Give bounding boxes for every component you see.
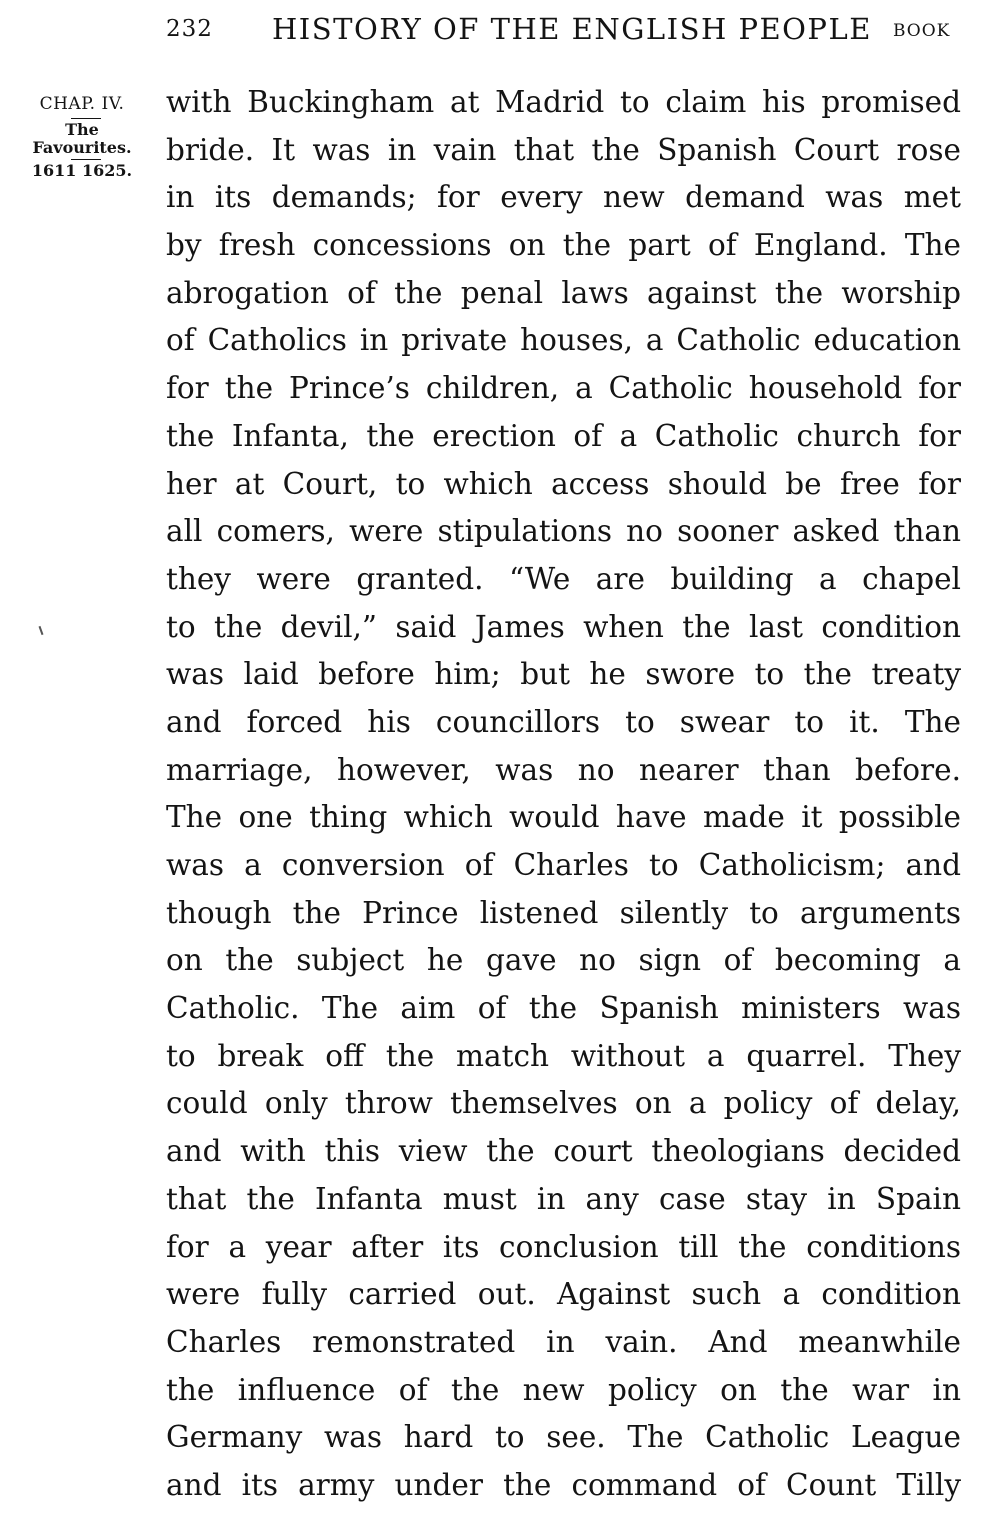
text-line: the influence of the new policy on the war in — [166, 1372, 961, 1407]
text-line: and with this view the court theologians decided — [166, 1134, 961, 1169]
text-line: with Buckingham at Madrid to claim his promised — [166, 85, 961, 119]
text-line: to break off the match without a quarrel. They — [166, 1038, 961, 1073]
text-line: could only throw themselves on a policy of delay, — [166, 1086, 961, 1121]
page-number: 232 — [166, 16, 213, 42]
sidenote-chapter: CHAP. IV. — [39, 94, 125, 114]
text-line: the Infanta, the erection of a Catholic church for — [166, 418, 961, 453]
text-line: of Catholics in private houses, a Catholic education — [166, 323, 961, 358]
text-line: all comers, were stipulations no sooner asked than — [166, 514, 961, 549]
sidenote-subject-line2: Favourites. — [32, 138, 132, 157]
sidenote-divider-2 — [71, 159, 101, 160]
text-line: that the Infanta must in any case stay in Spain — [166, 1181, 961, 1216]
text-line: by fresh concessions on the part of England. The — [166, 228, 961, 263]
text-line: Germany was hard to see. The Catholic League — [166, 1420, 961, 1455]
sidenote-dates: 1611 1625. — [31, 161, 133, 180]
text-line: on the subject he gave no sign of becoming a — [166, 943, 961, 978]
text-line: for a year after its conclusion till the conditions — [166, 1229, 961, 1264]
text-line: they were granted. “We are building a chapel — [166, 561, 961, 596]
running-head — [0, 10, 1000, 50]
sidenote-divider — [71, 118, 101, 119]
text-line: The one thing which would have made it possible — [166, 800, 961, 835]
text-line: and its army under the command of Count Tilly — [166, 1467, 961, 1502]
text-line: to the devil,” said James when the last condition — [166, 609, 961, 644]
text-line: her at Court, to which access should be free for — [166, 466, 961, 501]
text-line: Charles remonstrated in vain. And meanwhile — [166, 1324, 961, 1359]
body-text — [166, 79, 961, 1510]
text-line: bride. It was in vain that the Spanish Court rose — [166, 132, 961, 167]
text-line: in its demands; for every new demand was met — [166, 180, 961, 215]
stray-ink-mark — [39, 626, 44, 635]
running-book-label: BOOK — [893, 21, 951, 41]
text-line: though the Prince listened silently to arguments — [166, 895, 961, 930]
margin-sidenote — [14, 92, 150, 180]
text-line: were fully carried out. Against such a condition — [166, 1277, 961, 1312]
text-line: was a conversion of Charles to Catholicism; and — [166, 848, 961, 882]
sidenote-subject-line1: The — [65, 120, 99, 139]
text-line: was laid before him; but he swore to the treaty — [166, 657, 961, 692]
text-line: marriage, however, was no nearer than before. — [166, 752, 961, 787]
text-line: Catholic. The aim of the Spanish ministers was — [166, 991, 961, 1026]
running-title: HISTORY OF THE ENGLISH PEOPLE — [272, 12, 872, 46]
text-line: for the Prince’s children, a Catholic household for — [166, 371, 961, 406]
text-line: abrogation of the penal laws against the worship — [166, 275, 961, 310]
text-line: and forced his councillors to swear to it. The — [166, 704, 961, 739]
